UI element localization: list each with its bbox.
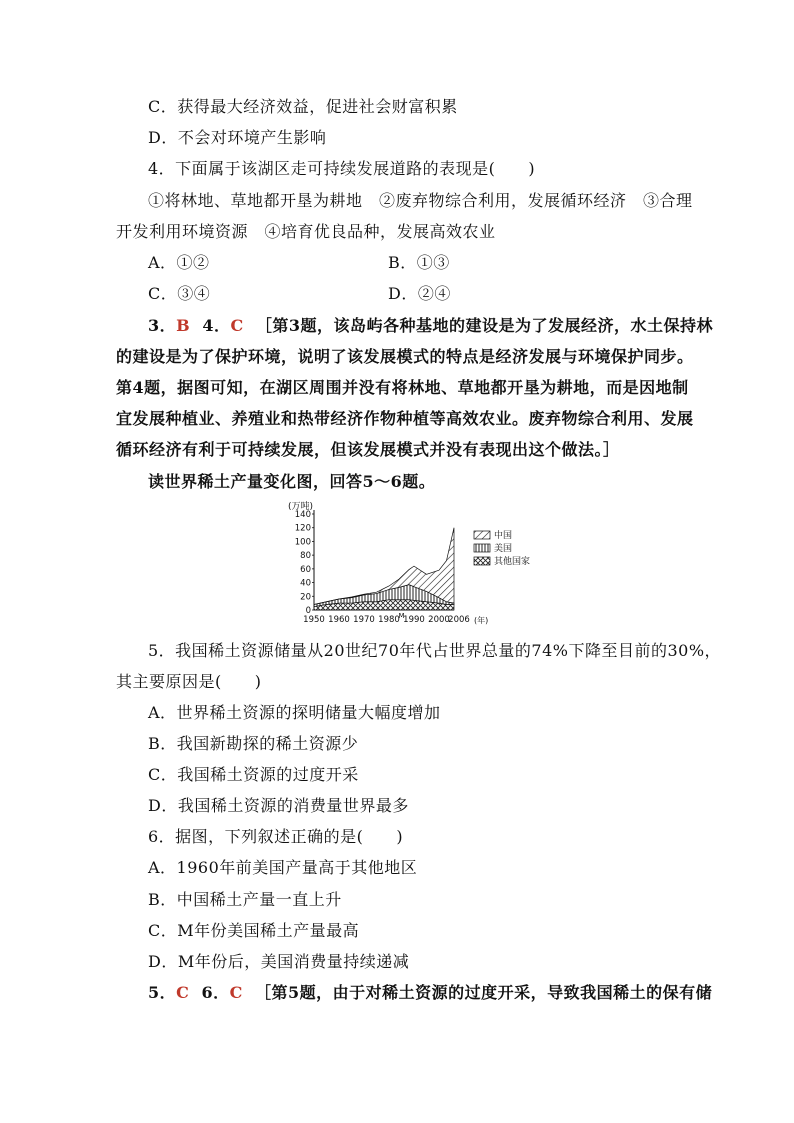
x-tick-label: 1970 [353, 615, 375, 625]
q4-items-line1: ①将林地、草地都开垦为耕地 ②废弃物综合利用，发展循环经济 ③合理 [148, 191, 693, 210]
answer-3-number: 3． [148, 316, 177, 335]
legend-item-usa: 美国 [494, 544, 513, 554]
q6-option-d: D．M年份后，美国消费量持续递减 [148, 952, 410, 971]
y-tick-label: 40 [300, 578, 311, 589]
q6-stem: 6．据图，下列叙述正确的是( ) [148, 827, 404, 846]
answer-34-line4: 宜发展种植业、养殖业和热带经济作物种植等高效农业。废弃物综合利用、发展 [116, 409, 694, 428]
x-tick-label: 1980 [378, 615, 400, 625]
q6-option-a: A．1960年前美国产量高于其他地区 [148, 858, 418, 877]
answer-5-letter: C [176, 983, 190, 1002]
rare-earth-production-chart [268, 498, 548, 628]
q6-option-b: B．中国稀土产量一直上升 [148, 890, 342, 909]
q5-option-a: A．世界稀土资源的探明储量大幅度增加 [148, 703, 441, 722]
q5-option-d: D．我国稀土资源的消费量世界最多 [148, 796, 409, 815]
legend-swatch [474, 557, 490, 565]
x-tick-label: 2006 [448, 615, 470, 625]
y-tick-label: 20 [300, 592, 311, 603]
q5-stem-line2: 其主要原因是( ) [116, 672, 262, 691]
answer-6-letter: C [229, 983, 243, 1002]
y-tick-label: 120 [294, 523, 311, 534]
q5-stem-line1: 5．我国稀土资源储量从20世纪70年代占世界总量的74%下降至目前的30%， [148, 641, 722, 660]
answer-34-line5: 循环经济有利于可持续发展，但该发展模式并没有表现出这个做法。］ [116, 440, 620, 459]
y-tick-label: 60 [300, 564, 311, 575]
answer-34-line2: 的建设是为了保护环境，说明了该发展模式的特点是经济发展与环境保护同步。 [116, 347, 694, 366]
answer-6-number: 6． [201, 983, 230, 1002]
x-tick-label: 1950 [303, 615, 325, 625]
legend-swatch [474, 544, 490, 552]
q5-option-c: C．我国稀土资源的过度开采 [148, 765, 359, 784]
q4-stem: 4．下面属于该湖区走可持续发展道路的表现是( ) [148, 159, 536, 178]
answer-34-line3: 第4题，据图可知，在湖区周围并没有将林地、草地都开垦为耕地，而是因地制 [116, 378, 689, 397]
answer-3-letter: B [176, 316, 191, 335]
x-tick-label: 1960 [328, 615, 350, 625]
answer-56-explanation: ［第5题，由于对稀土资源的过度开采，导致我国稀土的保有储 [255, 983, 713, 1002]
q4-option-d: D．②④ [388, 284, 451, 303]
answer-4-letter: C [230, 316, 244, 335]
q3-option-c: C．获得最大经济效益，促进社会财富积累 [148, 97, 458, 116]
legend-swatch [474, 531, 490, 539]
answer-34-explanation-1: ［第3题，该岛屿各种基地的建设是为了发展经济，水土保持林 [255, 316, 713, 335]
legend-item-other-countries: 其他国家 [494, 557, 531, 567]
x-axis-unit-label: (年) [474, 616, 489, 625]
y-tick-label: 100 [294, 537, 311, 548]
answer-4-number: 4． [202, 316, 231, 335]
intro-5-6: 读世界稀土产量变化图，回答5～6题。 [148, 472, 436, 491]
q4-option-c: C．③④ [148, 284, 211, 303]
y-tick-label: 140 [294, 510, 311, 520]
answer-34-line1 [148, 316, 713, 336]
q5-option-b: B．我国新勘探的稀土资源少 [148, 734, 359, 753]
answer-5-number: 5． [148, 983, 177, 1002]
chart-svg [268, 498, 548, 628]
y-tick-label: 0 [305, 606, 311, 616]
x-tick-label: 2000 [428, 615, 450, 625]
q6-option-c: C．M年份美国稀土产量最高 [148, 921, 360, 940]
q3-option-d: D．不会对环境产生影响 [148, 128, 327, 147]
answer-56-line1 [148, 983, 712, 1003]
q4-option-b: B．①③ [388, 253, 450, 272]
x-tick-label: 1990 [403, 615, 425, 625]
legend-item-china: 中国 [494, 531, 513, 541]
x-tick-label-m: M [398, 612, 405, 620]
y-tick-label: 80 [300, 551, 311, 562]
q4-items-line2: 开发利用环境资源 ④培育优良品种，发展高效农业 [116, 222, 496, 241]
q4-option-a: A．①② [148, 253, 210, 272]
y-axis-unit-label: (万吨) [288, 502, 314, 512]
